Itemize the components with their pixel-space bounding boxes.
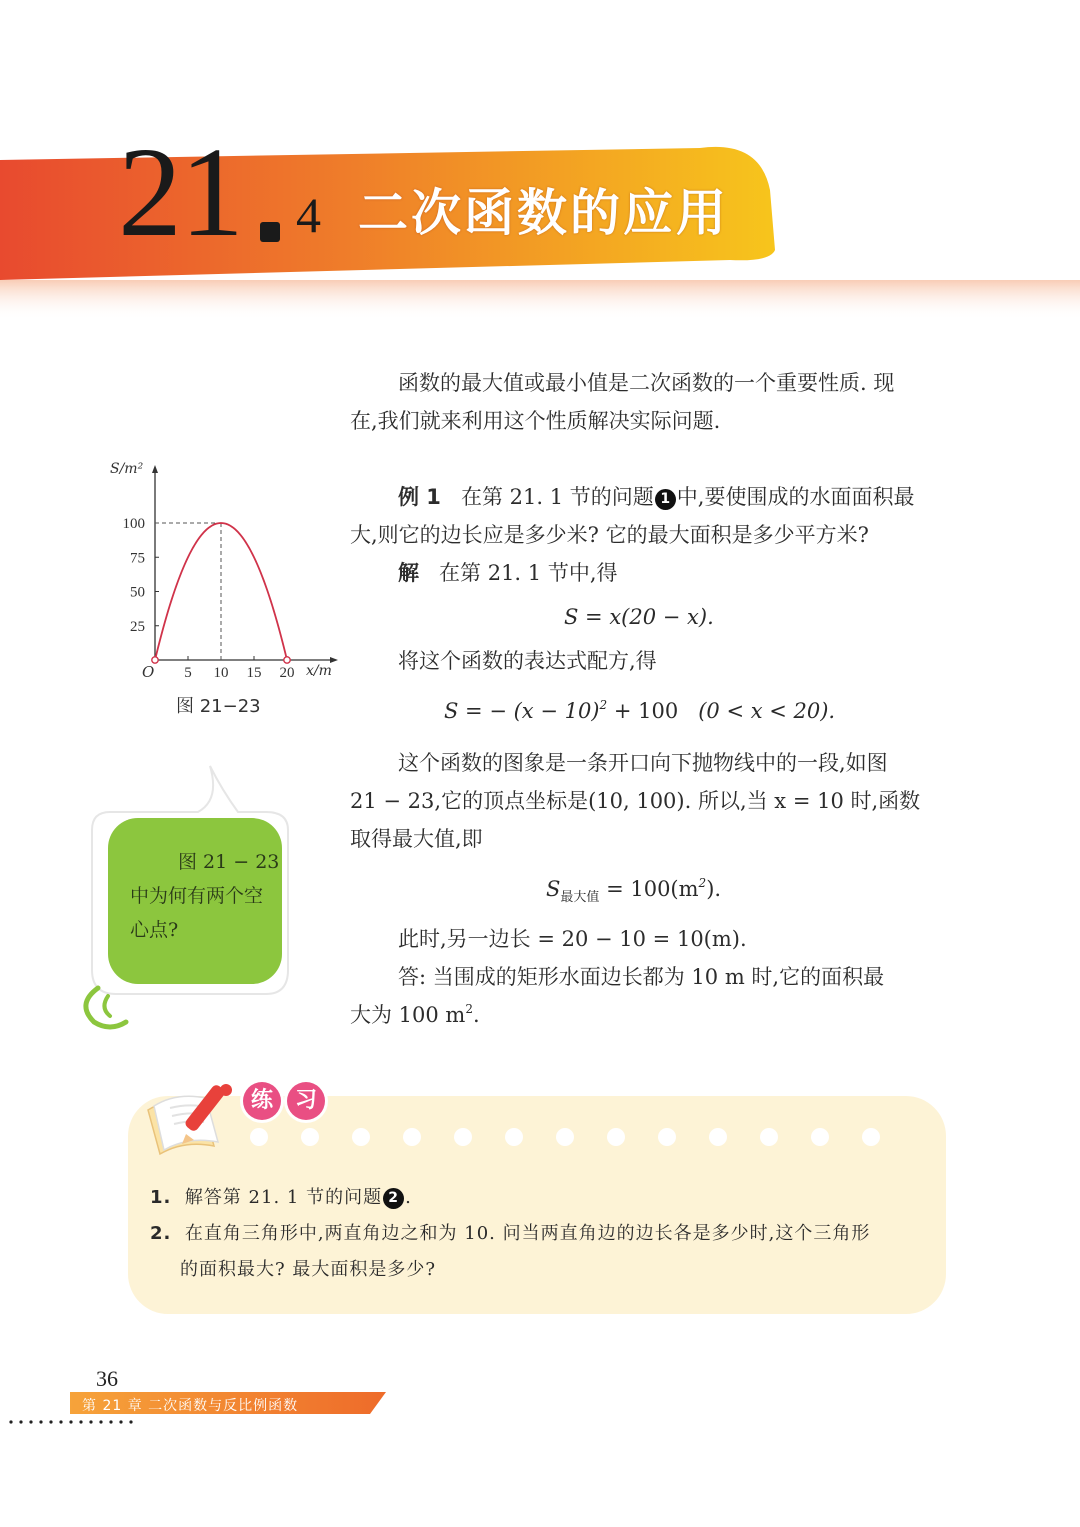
solution-label: 解 [398, 561, 419, 585]
equation-2 [444, 692, 835, 730]
parabola-curve [155, 523, 287, 660]
solution-text: 在第 21. 1 节中,得 [439, 561, 618, 585]
other-side-line: 此时,另一边长 = 20 − 10 = 10(m). [398, 927, 747, 951]
eq2-main: S = − (x − 10) [444, 699, 600, 723]
exercise-item-1-end: . [405, 1187, 412, 1208]
exercise-badge-1: 练 [243, 1082, 281, 1120]
exercise-item-2-text: 在直角三角形中,两直角边之和为 10. 问当两直角边的边长各是多少时,这个三角形 [184, 1223, 871, 1244]
pencil-paper-icon [140, 1076, 250, 1166]
eq3-exponent: 2 [698, 876, 707, 890]
para-line-1: 这个函数的图象是一条开口向下抛物线中的一段,如图 [398, 751, 888, 775]
answer-text: 大为 100 m [350, 1003, 466, 1027]
parabola-chart [100, 455, 350, 690]
figure-caption: 图 21−23 [176, 696, 261, 717]
footer-dots [8, 1418, 138, 1426]
x-tick-label: 10 [213, 665, 229, 681]
callout-line-2: 中为何有两个空 [130, 885, 264, 907]
equation-3 [546, 870, 721, 908]
section-subnumber: 4 [296, 187, 321, 243]
para-line-3: 取得最大值,即 [350, 827, 483, 851]
answer-exponent: 2 [465, 1002, 473, 1016]
callout-line-1: 图 21 − 23 [178, 851, 280, 873]
answer-end: . [473, 1003, 480, 1027]
eq3-s: S [546, 877, 561, 901]
callout-line-3: 心点? [130, 919, 179, 941]
y-tick-label: 50 [130, 584, 145, 601]
intro-line-1: 函数的最大值或最小值是二次函数的一个重要性质. 现 [398, 371, 895, 395]
answer-line-1: 答: 当围成的矩形水面边长都为 10 m 时,它的面积最 [398, 965, 885, 989]
x-axis-label: x/m [306, 663, 332, 679]
chapter-title: 第 21 章 二次函数与反比例函数 [82, 1398, 299, 1414]
step-2-text: 将这个函数的表达式配方,得 [398, 649, 657, 673]
para-line-2: 21 − 23,它的顶点坐标是(10, 100). 所以,当 x = 10 时,函数 [350, 789, 921, 813]
section-dot [260, 222, 280, 242]
exercise-item-1-number: 1. [150, 1187, 172, 1208]
exercise-badge-2: 习 [287, 1082, 325, 1120]
equation-1: S = x(20 − x). [564, 605, 714, 629]
problem-marker-2: 2 [383, 1188, 404, 1209]
example-text-b: 中,要使围成的水面面积最 [676, 485, 915, 509]
eq3-subscript: 最大值 [560, 890, 600, 905]
page-number: 36 [96, 1366, 118, 1391]
exercise-item-1-text: 解答第 21. 1 节的问题 [184, 1187, 383, 1208]
y-tick-label: 75 [130, 550, 145, 567]
example-line-1 [398, 478, 914, 516]
section-number: 21 [118, 121, 242, 263]
problem-marker-1: 1 [655, 489, 676, 510]
open-endpoint [284, 657, 290, 663]
exercise-item-1 [150, 1181, 412, 1215]
solution-line [398, 554, 618, 592]
x-tick-label: 15 [246, 665, 262, 681]
example-line-2: 大,则它的边长应是多少米? 它的最大面积是多少平方米? [350, 523, 869, 547]
exercise-item-2-line-2: 的面积最大? 最大面积是多少? [180, 1259, 437, 1280]
eq2-domain: (0 < x < 20). [698, 699, 836, 723]
eq2-exponent: 2 [599, 698, 608, 712]
example-text-a: 在第 21. 1 节的问题 [460, 485, 654, 509]
y-tick-label: 100 [122, 516, 145, 532]
section-title: 二次函数的应用 [358, 184, 729, 242]
open-endpoint [152, 657, 158, 663]
y-axis-label: S/m² [110, 461, 144, 477]
example-label: 例 1 [398, 485, 441, 509]
intro-line-2: 在,我们就来利用这个性质解决实际问题. [350, 409, 721, 433]
origin-label: O [142, 663, 155, 681]
x-tick-label: 5 [184, 665, 192, 681]
x-tick-label: 20 [279, 665, 295, 681]
exercise-item-2-number: 2. [150, 1223, 172, 1244]
answer-line-2 [350, 996, 480, 1034]
eq3-end: ). [706, 877, 722, 901]
eq2-const: + 100 [607, 699, 679, 723]
y-axis-arrow [152, 465, 158, 473]
eq3-rest: = 100(m [599, 877, 699, 901]
exercise-item-2 [150, 1217, 870, 1251]
y-tick-label: 25 [130, 618, 145, 635]
